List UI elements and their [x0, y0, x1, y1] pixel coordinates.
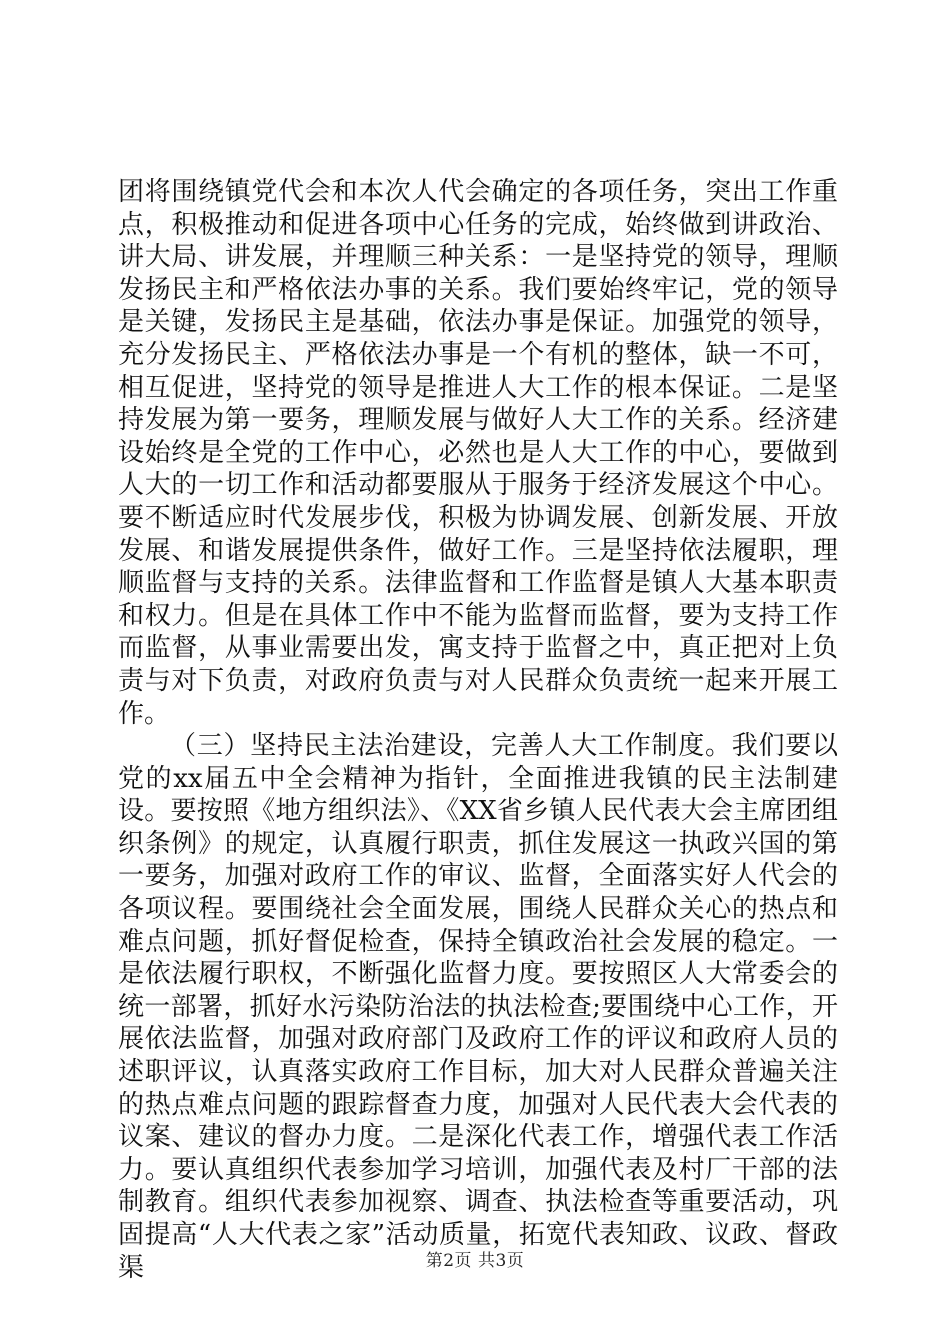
body-paragraph-2: （三）坚持民主法治建设，完善人大工作制度。我们要以党的xx届五中全会精神为指针，全面推进我镇的民主法制建设。要按照《地方组织法》、《XX省乡镇人民代表大会主席团组织条例》的规定，认真履行职责，抓住发展这一执政兴国的第一要务，加强对政府工作的审议、监督，全面落实好人代会的各项议程。要围绕社会全面发展，围绕人民群众关心的热点和难点问题，抓好督促检查，保持全镇政治社会发展的稳定。一是依法履行职权，不断强化监督力度。要按照区人大常委会的统一部署，抓好水污染防治法的执法检查;要围绕中心工作，开展依法监督，加强对政府部门及政府工作的评议和政府人员的述职评议，认真落实政府工作目标，加大对人民群众普遍关注的热点难点问题的跟踪督查力度，加强对人民代表大会代表的议案、建议的督办力度。二是深化代表工作，增强代表工作活力。要认真组织代表参加学习培训，加强代表及村厂干部的法制教育。组织代表参加视察、调查、执法检查等重要活动，巩固提高“人大代表之家”活动质量，拓宽代表知政、议政、督政渠	[118, 731, 838, 1283]
document-body	[118, 176, 838, 1284]
body-paragraph-1: 团将围绕镇党代会和本次人代会确定的各项任务，突出工作重点，积极推动和促进各项中心任务的完成，始终做到讲政治、讲大局、讲发展，并理顺三种关系：一是坚持党的领导，理顺发扬民主和严格依法办事的关系。我们要始终牢记，党的领导是关键，发扬民主是基础，依法办事是保证。加强党的领导，充分发扬民主、严格依法办事是一个有机的整体，缺一不可，相互促进，坚持党的领导是推进人大工作的根本保证。二是坚持发展为第一要务，理顺发展与做好人大工作的关系。经济建设始终是全党的工作中心，必然也是人大工作的中心，要做到人大的一切工作和活动都要服从于服务于经济发展这个中心。要不断适应时代发展步伐，积极为协调发展、创新发展、开放发展、和谐发展提供条件，做好工作。三是坚持依法履职，理顺监督与支持的关系。法律监督和工作监督是镇人大基本职责和权力。但是在具体工作中不能为监督而监督，要为支持工作而监督，从事业需要出发，寓支持于监督之中，真正把对上负责与对下负责，对政府负责与对人民群众负责统一起来开展工作。	[118, 177, 838, 729]
page-footer: 第2页 共3页	[425, 1251, 525, 1271]
